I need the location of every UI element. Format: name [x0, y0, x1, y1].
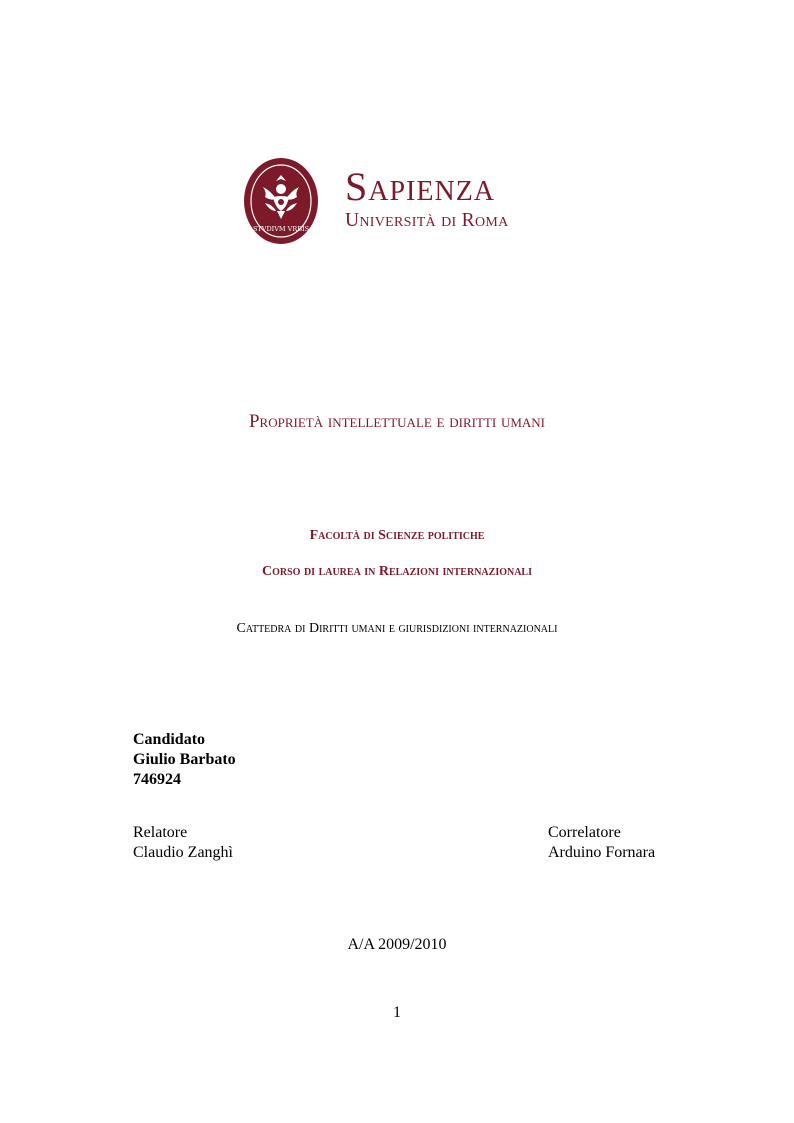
sapienza-seal-icon: [243, 157, 319, 245]
course-line: Corso di laurea in Relazioni internazionali: [262, 564, 532, 579]
relatore-block: [133, 823, 233, 863]
university-name: Sapienza: [345, 164, 496, 209]
candidate-id: 746924: [133, 771, 181, 788]
brand-text: [345, 165, 509, 233]
faculty-line: Facoltà di Scienze politiche: [309, 528, 485, 543]
correlatore-name: Arduino Fornara: [548, 844, 656, 861]
chair-line: Cattedra di Diritti umani e giurisdizioni internazionali: [236, 621, 558, 636]
relatore-name: Claudio Zanghì: [133, 844, 233, 861]
university-subtitle: Università di Roma: [345, 210, 509, 231]
academic-year: A/A 2009/2010: [347, 936, 447, 953]
correlatore-label: Correlatore: [548, 824, 621, 841]
candidate-block: [133, 730, 236, 790]
candidate-name: Giulio Barbato: [133, 751, 236, 768]
candidate-label: Candidato: [133, 731, 206, 748]
relatore-label: Relatore: [133, 824, 188, 841]
thesis-title: Proprietà intellettuale e diritti umani: [248, 411, 545, 432]
seal-text: STVDIVM VRBIS: [252, 225, 310, 233]
correlatore-block: [548, 823, 655, 863]
page-number: 1: [393, 1004, 401, 1021]
university-logo: [243, 157, 543, 247]
